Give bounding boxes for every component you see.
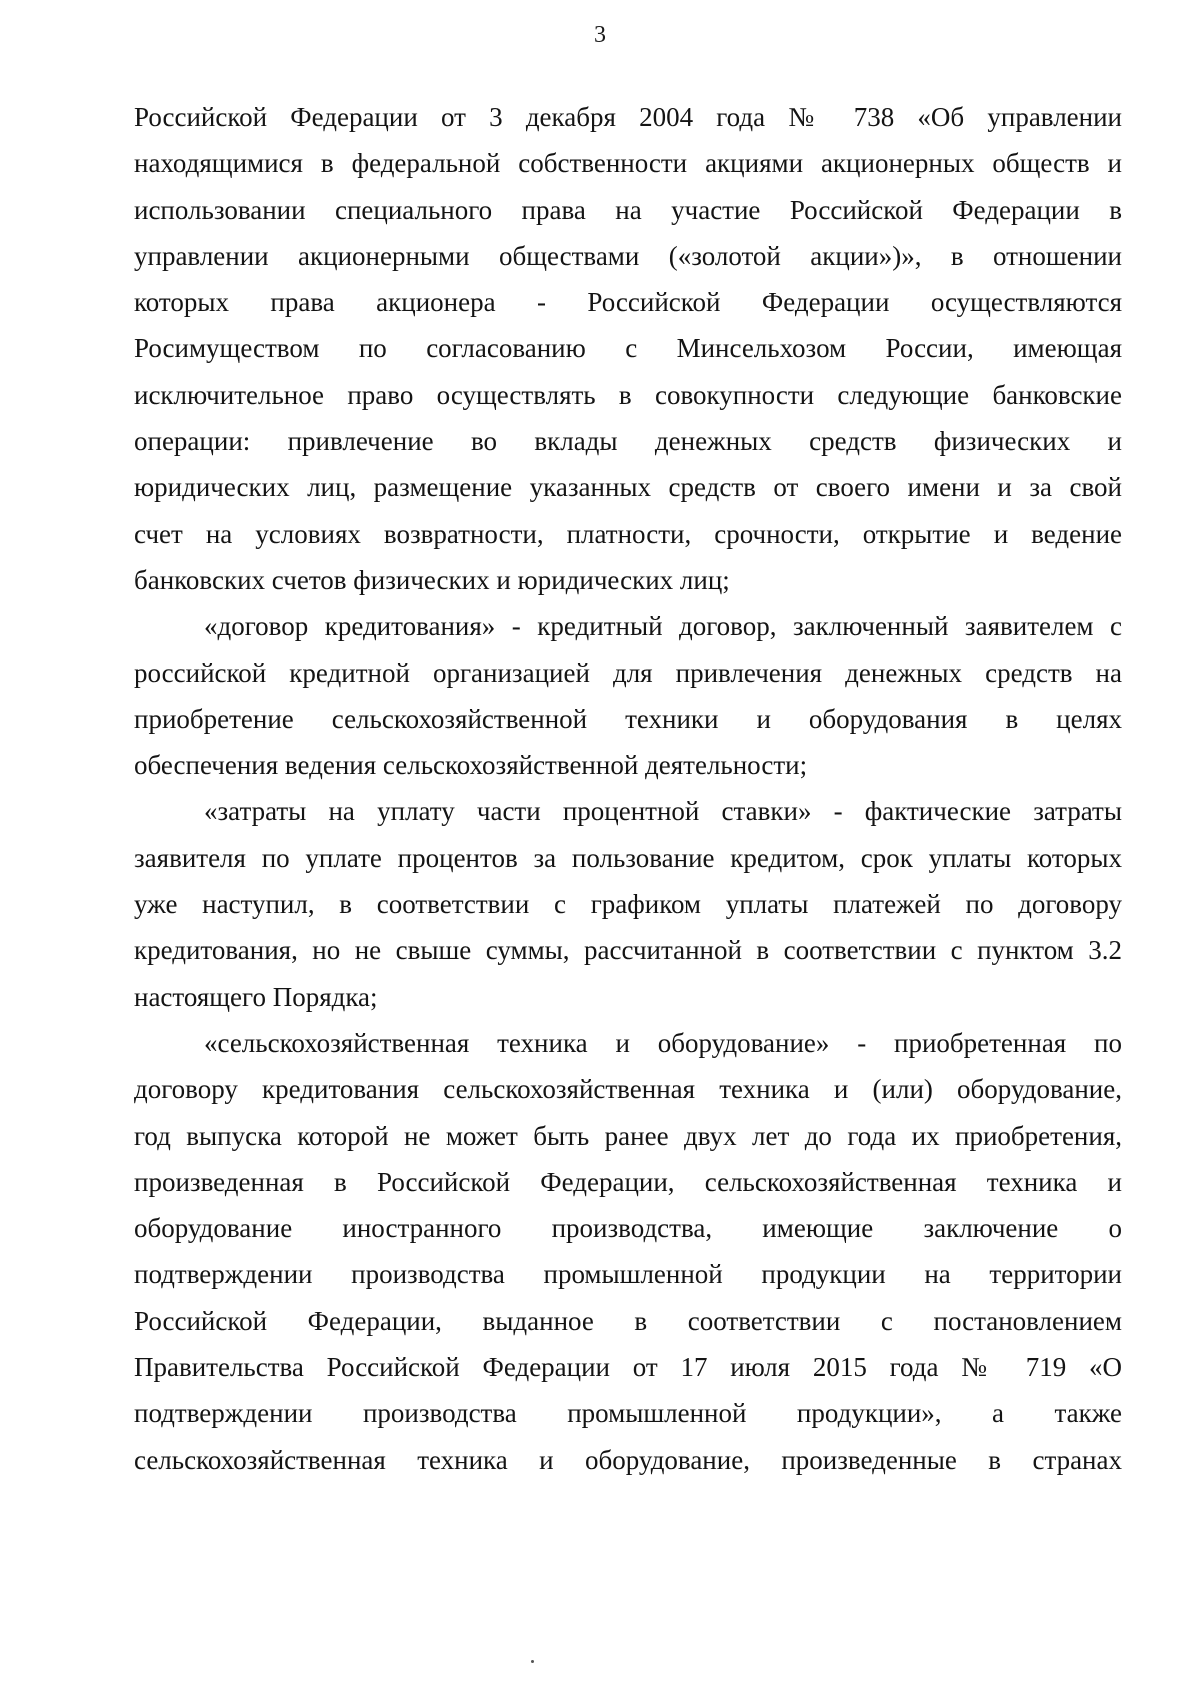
text-line: операции: привлечение во вклады денежных средств физических и — [134, 426, 1122, 457]
text-line: кредитования, но не свыше суммы, рассчитанной в соответствии с пунктом 3.2 — [134, 935, 1122, 966]
text-line: «сельскохозяйственная техника и оборудование» - приобретенная по — [204, 1027, 1122, 1058]
text-line: находящимися в федеральной собственности акциями акционерных обществ и — [134, 148, 1122, 179]
text-line: подтверждении производства промышленной продукции на территории — [134, 1259, 1122, 1290]
text-line: счет на условиях возвратности, платности, срочности, открытие и ведение — [134, 518, 1122, 549]
text-line: исключительное право осуществлять в совокупности следующие банковские — [134, 379, 1122, 410]
text-line: «затраты на уплату части процентной ставки» - фактические затраты — [204, 796, 1122, 827]
scan-dot — [531, 1660, 534, 1663]
text-line: договору кредитования сельскохозяйственная техника и (или) оборудование, — [134, 1074, 1122, 1105]
text-line: использовании специального права на участие Российской Федерации в — [134, 194, 1122, 225]
paragraph — [134, 603, 1122, 788]
paragraph — [134, 94, 1122, 603]
text-line: подтверждении производства промышленной продукции», а также — [134, 1398, 1122, 1429]
paragraph — [134, 1020, 1122, 1483]
text-line: приобретение сельскохозяйственной техники и оборудования в целях — [134, 703, 1122, 734]
text-line: юридических лиц, размещение указанных средств от своего имени и за свой — [134, 472, 1122, 503]
text-line: настоящего Порядка; — [134, 981, 378, 1012]
text-line: Российской Федерации, выданное в соответствии с постановлением — [134, 1305, 1122, 1336]
text-line: управлении акционерными обществами («золотой акции»)», в отношении — [134, 240, 1122, 271]
document-body — [134, 94, 1122, 1483]
text-line: произведенная в Российской Федерации, сельскохозяйственная техника и — [134, 1166, 1122, 1197]
text-line: заявителя по уплате процентов за пользование кредитом, срок уплаты которых — [134, 842, 1122, 873]
text-line: обеспечения ведения сельскохозяйственной деятельности; — [134, 750, 808, 781]
text-line: год выпуска которой не может быть ранее двух лет до года их приобретения, — [134, 1120, 1122, 1151]
text-line: сельскохозяйственная техника и оборудование, произведенные в странах — [134, 1444, 1122, 1475]
text-line: которых права акционера - Российской Федерации осуществляются — [134, 287, 1122, 318]
text-line: Правительства Российской Федерации от 17 июля 2015 года № 719 «О — [134, 1352, 1122, 1383]
text-line: оборудование иностранного производства, имеющие заключение о — [134, 1213, 1122, 1244]
text-line: российской кредитной организацией для привлечения денежных средств на — [134, 657, 1122, 688]
paragraph — [134, 788, 1122, 1019]
text-line: уже наступил, в соответствии с графиком уплаты платежей по договору — [134, 889, 1122, 920]
page-number: 3 — [594, 22, 606, 48]
text-line: банковских счетов физических и юридических лиц; — [134, 564, 730, 595]
text-line: Российской Федерации от 3 декабря 2004 года № 738 «Об управлении — [134, 102, 1122, 132]
text-line: «договор кредитования» - кредитный договор, заключенный заявителем с — [204, 611, 1122, 642]
text-line: Росимуществом по согласованию с Минсельхозом России, имеющая — [134, 333, 1122, 364]
